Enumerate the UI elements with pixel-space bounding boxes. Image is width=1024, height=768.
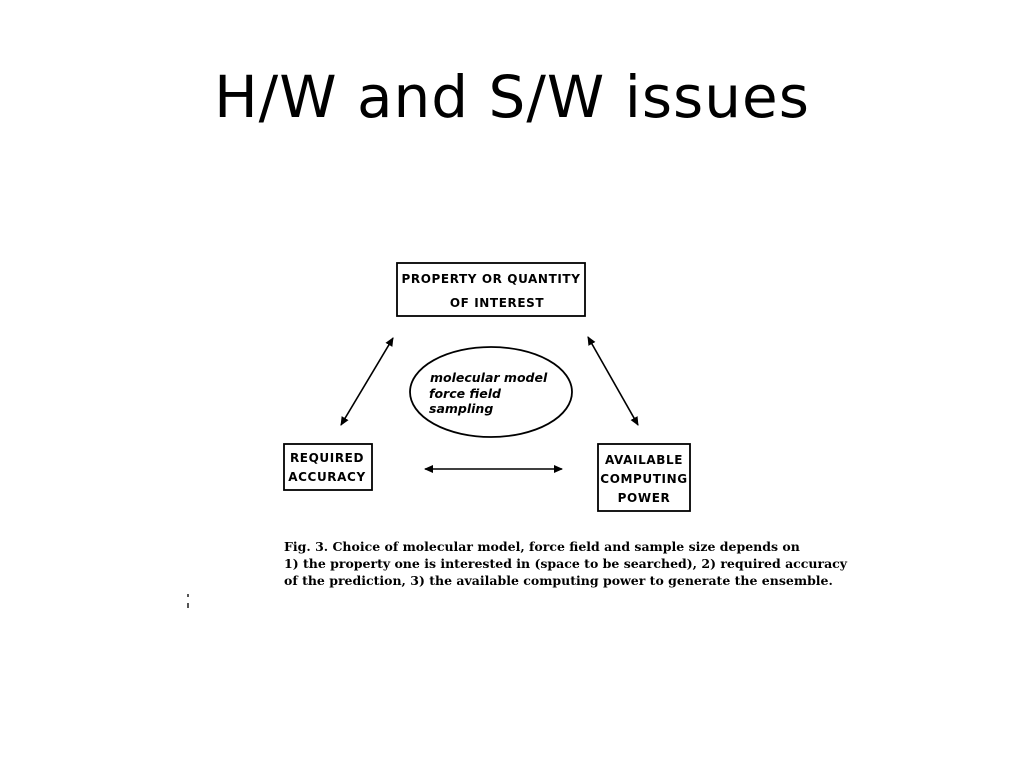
node-computing-line3: POWER: [617, 491, 671, 505]
node-property-line2: OF INTEREST: [449, 296, 545, 310]
node-property-of-interest: [397, 263, 585, 316]
arrow-property-accuracy: [341, 338, 393, 425]
node-available-computing-power: [598, 444, 690, 511]
figure-caption: [284, 538, 848, 589]
node-required-accuracy: [284, 444, 372, 490]
caption-line2: 1) the property one is interested in (space to be searched), 2) required accuracy: [284, 556, 848, 571]
caption-line1: Fig. 3. Choice of molecular model, force field and sample size depends on: [284, 539, 800, 554]
center-line1: molecular model: [430, 370, 548, 385]
node-accuracy-line1: REQUIRED: [289, 451, 365, 465]
center-line2: force field: [429, 386, 501, 401]
node-computing-line1: AVAILABLE: [604, 453, 684, 467]
scan-speck: [187, 603, 189, 608]
node-center-ellipse: [410, 347, 572, 437]
node-property-line1: PROPERTY OR QUANTITY: [401, 272, 581, 286]
node-computing-line2: COMPUTING: [600, 472, 688, 486]
caption-line3: of the prediction, 3) the available computing power to generate the ensemble.: [284, 573, 833, 588]
arrow-property-computing: [588, 337, 638, 425]
node-accuracy-line2: ACCURACY: [288, 470, 366, 484]
slide-title: H/W and S/W issues: [214, 63, 810, 131]
center-line3: sampling: [429, 401, 494, 416]
scan-speck: [187, 594, 189, 597]
